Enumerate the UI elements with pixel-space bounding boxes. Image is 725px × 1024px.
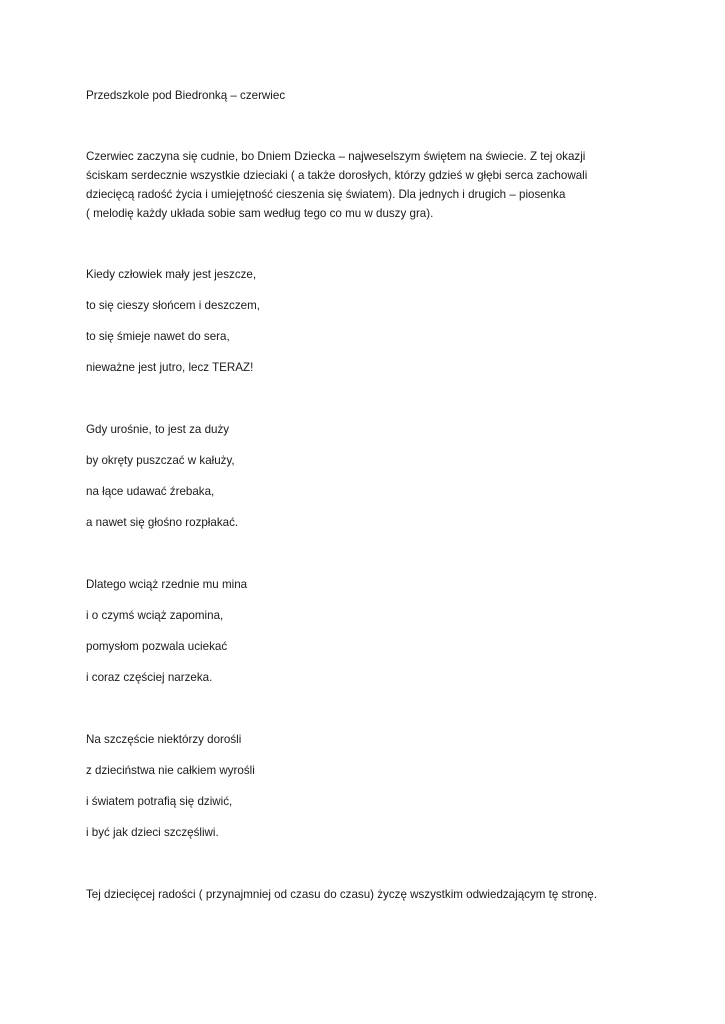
stanza-line: i być jak dzieci szczęśliwi. (86, 826, 219, 839)
closing-line: Tej dziecięcej radości ( przynajmniej od czasu do czasu) życzę wszystkim odwiedzającym tę stronę. (86, 888, 597, 901)
stanza-line: Gdy urośnie, to jest za duży (86, 423, 230, 436)
stanza-line: z dzieciństwa nie całkiem wyrośli (86, 764, 255, 777)
stanza-line: i światem potrafią się dziwić, (86, 795, 233, 808)
intro-line: ( melodię każdy układa sobie sam według tego co mu w duszy gra). (86, 207, 434, 220)
stanza-line: by okręty puszczać w kałuży, (86, 454, 235, 467)
stanza-line: i coraz częściej narzeka. (86, 671, 213, 684)
document-title: Przedszkole pod Biedronką – czerwiec (86, 89, 286, 102)
stanza-line: Na szczęście niektórzy dorośli (86, 733, 242, 746)
stanza-line: Kiedy człowiek mały jest jeszcze, (86, 268, 257, 281)
stanza-line: to się śmieje nawet do sera, (86, 330, 230, 343)
intro-line: ściskam serdecznie wszystkie dzieciaki ( a także dorosłych, którzy gdzieś w głębi serca zachowali (86, 169, 588, 182)
stanza-line: pomysłom pozwala uciekać (86, 640, 228, 653)
stanza-line: Dlatego wciąż rzednie mu mina (86, 578, 248, 591)
stanza-line: a nawet się głośno rozpłakać. (86, 516, 239, 529)
stanza-line: na łące udawać źrebaka, (86, 485, 215, 498)
intro-line: dziecięcą radość życia i umiejętność cieszenia się światem). Dla jednych i drugich – piosenka (86, 188, 566, 201)
intro-line: Czerwiec zaczyna się cudnie, bo Dniem Dziecka – najweselszym świętem na świecie. Z tej okazji (86, 150, 586, 163)
stanza-line: to się cieszy słońcem i deszczem, (86, 299, 260, 312)
stanza-line: nieważne jest jutro, lecz TERAZ! (86, 361, 254, 374)
stanza-line: i o czymś wciąż zapomina, (86, 609, 224, 622)
